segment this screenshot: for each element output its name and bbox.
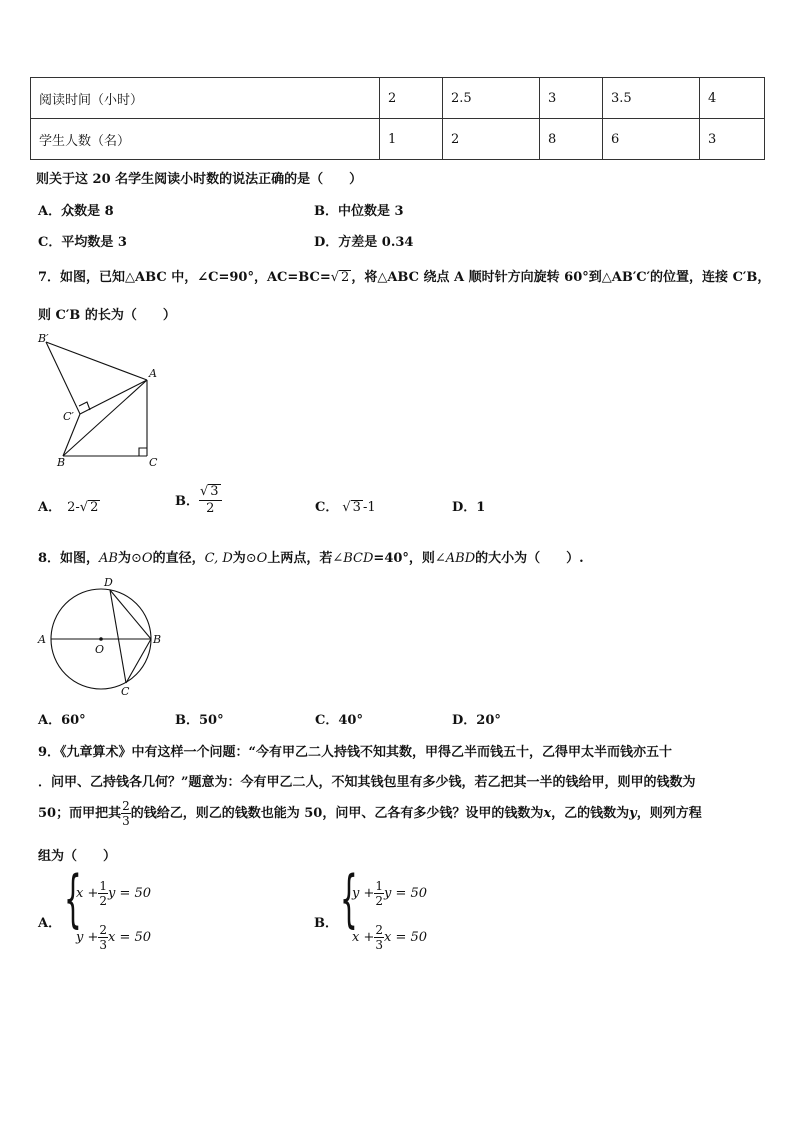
- q8-stem-part: 的大小为（ ）.: [475, 551, 584, 566]
- q7-label-b: B: [57, 456, 66, 469]
- q9-var-y: y: [629, 806, 637, 821]
- eq-den: 3: [375, 938, 383, 952]
- q7-option-c-rad: 3: [352, 500, 361, 515]
- q8-angle-bcd: ∠BCD: [332, 551, 374, 566]
- q8-label-o: O: [95, 643, 105, 656]
- q7-option-a-rad: 2: [90, 500, 99, 515]
- q9-option-a-eq1: [76, 880, 151, 907]
- q6-option-b[interactable]: B．中位数是 3: [314, 204, 404, 219]
- q6-option-a[interactable]: A．众数是 8: [38, 204, 114, 219]
- q9-fraction-den: 3: [122, 814, 130, 828]
- q7-option-a[interactable]: A． 2-√ 2: [38, 500, 99, 515]
- q9-line3-part: ，则列方程: [636, 806, 702, 821]
- eq-den: 3: [99, 938, 108, 952]
- eq-num: 1: [99, 879, 107, 893]
- q7-option-b[interactable]: B． $\frac{√ 3}{2}$: [175, 484, 222, 515]
- q7-option-b-num: 3: [210, 484, 219, 499]
- q8-stem-part: 为: [118, 551, 132, 566]
- q9-line2: ．问甲、乙持钱各几何？”题意为：今有甲乙二人，不知其钱包里有多少钱，若乙把其一半的钱给甲，则甲的钱数为: [38, 775, 696, 790]
- q6-stem: 则关于这 20 名学生阅读小时数的说法正确的是（ ）: [36, 172, 363, 187]
- q8-circle-figure: [34, 572, 174, 700]
- q7-stem-part: 7．如图，已知△ABC 中，∠C=90°，AC=BC=: [38, 270, 331, 285]
- table-cell: 8: [540, 119, 603, 160]
- q9-option-b-eq2: [352, 924, 427, 951]
- q8-stem: [38, 547, 584, 566]
- table-cell: 3.5: [603, 78, 700, 119]
- table-cell: 2.5: [443, 78, 540, 119]
- q7-label-b-prime: B′: [38, 332, 49, 345]
- q9-var-x: x: [543, 806, 552, 821]
- table-cell: 2: [380, 78, 443, 119]
- q7-option-a-pre: 2-: [67, 500, 80, 515]
- eq-part: y = 50: [384, 886, 428, 901]
- eq-num: 2: [375, 923, 383, 937]
- q9-option-a-system[interactable]: [64, 862, 214, 962]
- q8-option-b[interactable]: B．50°: [175, 713, 224, 728]
- table-cell: 1: [380, 119, 443, 160]
- q7-stem-part: ，将△ABC 绕点 A 顺时针方向旋转 60°到△AB′C′的位置，连接 C′B，: [351, 270, 771, 285]
- reading-time-table: [30, 77, 765, 160]
- q9-line3-part: 50；而甲把其: [38, 806, 122, 821]
- eq-part: x = 50: [384, 930, 428, 945]
- q6-option-c[interactable]: C．平均数是 3: [38, 235, 127, 250]
- q8-label-c: C: [121, 685, 130, 698]
- q7-triangle-figure: [30, 328, 170, 470]
- brace-icon: {: [340, 862, 358, 935]
- q9-line3: [38, 800, 702, 827]
- q6-option-d[interactable]: D．方差是 0.34: [314, 235, 414, 250]
- q9-line3-part: ，乙的钱数为: [551, 806, 630, 821]
- eq-num: 1: [375, 879, 384, 893]
- q8-label-a: A: [38, 633, 46, 646]
- eq-part: y = 50: [108, 886, 152, 901]
- q8-angle-abd: ∠ABD: [434, 551, 476, 566]
- q8-cd: C, D: [204, 551, 233, 566]
- q8-option-a[interactable]: A．60°: [38, 713, 86, 728]
- q7-sqrt2: 2: [341, 270, 350, 285]
- eq-den: 2: [375, 894, 384, 908]
- q8-label-d: D: [104, 576, 113, 589]
- q7-stem: 7．如图，已知△ABC 中，∠C=90°，AC=BC=√ 2 ，将△ABC 绕点 A 顺时针方向旋转 60°到△AB′C′的位置，连接 C′B，: [38, 270, 771, 285]
- q9-line3-part: 的钱给乙，则乙的钱数也能为 50，问甲、乙各有多少钱？设甲的钱数为: [130, 806, 544, 821]
- q9-option-b-eq1: [352, 880, 427, 907]
- table-cell: 学生人数（名）: [31, 119, 380, 160]
- q9-option-a-label[interactable]: A．: [38, 916, 62, 931]
- q8-stem-part: =40°，则: [373, 551, 435, 566]
- q8-stem-part: 的直径，: [152, 551, 205, 566]
- q9-option-b-label[interactable]: B．: [314, 916, 338, 931]
- eq-part: x +: [76, 886, 99, 901]
- q8-option-d[interactable]: D．20°: [452, 713, 501, 728]
- q8-ab: AB: [99, 551, 118, 566]
- q8-label-b: B: [153, 633, 162, 646]
- table-cell: 4: [700, 78, 765, 119]
- q9-line4: 组为（ ）: [38, 849, 117, 864]
- q7-option-a-label: A．: [38, 500, 62, 515]
- q8-option-c[interactable]: C．40°: [315, 713, 363, 728]
- q7-option-d[interactable]: D．1: [452, 500, 486, 515]
- eq-part: x +: [352, 930, 375, 945]
- eq-den: 2: [99, 894, 107, 908]
- q9-option-b-system[interactable]: [340, 862, 490, 962]
- q8-center-dot: [99, 637, 103, 641]
- q7-label-c: C: [149, 456, 158, 469]
- q8-circle-o: ⊙O: [245, 551, 268, 566]
- table-cell: 2: [443, 119, 540, 160]
- q7-option-c-label: C．: [315, 500, 339, 515]
- q9-fraction-num: 2: [122, 799, 130, 813]
- q7-label-c-prime: C′: [63, 410, 74, 423]
- brace-icon: {: [64, 862, 82, 935]
- q8-stem-part: 为: [232, 551, 246, 566]
- q7-option-b-label: B．: [175, 494, 199, 510]
- table-cell: 3: [700, 119, 765, 160]
- q7-option-c-post: -1: [362, 500, 376, 515]
- eq-part: x = 50: [108, 930, 152, 945]
- eq-num: 2: [99, 923, 108, 937]
- q9-line1: 9．《九章算术》中有这样一个问题：“今有甲乙二人持钱不知其数，甲得乙半而钱五十，乙得甲太半而钱亦五十: [38, 745, 673, 760]
- q9-option-a-eq2: [76, 924, 151, 951]
- q8-stem-part: 上两点，若: [267, 551, 333, 566]
- table-cell: 3: [540, 78, 603, 119]
- q7-option-b-den: 2: [206, 501, 215, 517]
- table-cell: 6: [603, 119, 700, 160]
- q8-circle-o: ⊙O: [131, 551, 153, 566]
- q8-stem-part: 8．如图，: [38, 551, 100, 566]
- table-cell: 阅读时间（小时）: [31, 78, 380, 119]
- q7-stem-line2: 则 C′B 的长为（ ）: [38, 308, 176, 323]
- q7-option-c[interactable]: C． √ 3 -1: [315, 500, 376, 515]
- eq-part: y +: [352, 886, 375, 901]
- table-row: [31, 78, 765, 119]
- eq-part: y +: [76, 930, 99, 945]
- table-row: [31, 119, 765, 160]
- q7-label-a: A: [149, 367, 157, 380]
